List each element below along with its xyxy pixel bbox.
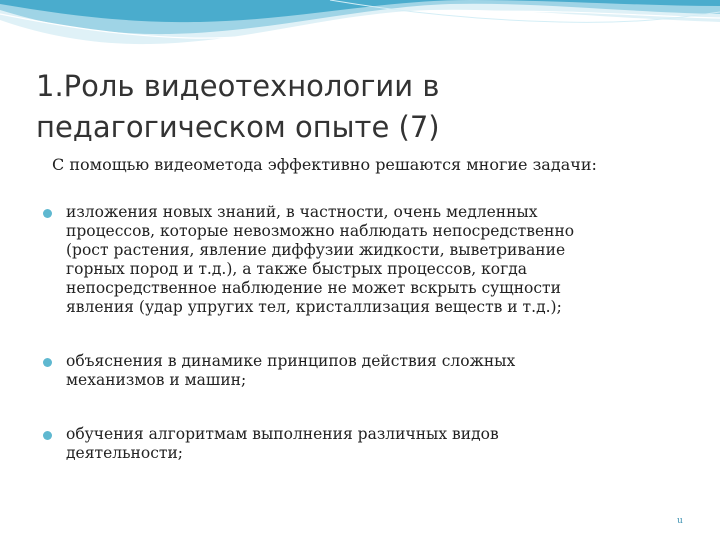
bullet-item-new-knowledge <box>40 203 690 317</box>
slide-title <box>36 66 676 148</box>
bullet-line: явления (удар упругих тел, кристаллизация веществ и т.д.); <box>66 298 562 316</box>
bullet-text <box>66 203 690 317</box>
bullet-text <box>66 425 690 463</box>
bullet-text <box>66 352 690 390</box>
bullet-dot-icon <box>43 209 52 218</box>
bullet-line: механизмов и машин; <box>66 371 247 389</box>
bullet-line: изложения новых знаний, в частности, очень медленных <box>66 203 538 221</box>
bullet-line: деятельности; <box>66 444 183 462</box>
bullet-line: процессов, которые невозможно наблюдать непосредственно <box>66 222 575 240</box>
bullet-line: обучения алгоритмам выполнения различных видов <box>66 425 499 443</box>
bullet-line: (рост растения, явление диффузии жидкости, выветривание <box>66 241 566 259</box>
title-line-1: 1.Роль видеотехнологии в <box>36 69 440 103</box>
header-wave-decoration <box>0 0 720 60</box>
bullet-line: объяснения в динамике принципов действия сложных <box>66 352 516 370</box>
bullet-list <box>40 203 690 498</box>
bullet-line: горных пород и т.д.), а также быстрых процессов, когда <box>66 260 528 278</box>
bullet-item-algorithms <box>40 425 690 463</box>
title-line-2: педагогическом опыте (7) <box>36 110 440 144</box>
bullet-dot-icon <box>43 358 52 367</box>
bullet-dot-icon <box>43 431 52 440</box>
intro-text: С помощью видеометода эффективно решаются многие задачи: <box>52 155 597 174</box>
page-number: u <box>677 516 683 526</box>
bullet-line: непосредственное наблюдение не может вскрыть сущности <box>66 279 561 297</box>
bullet-item-mechanisms <box>40 352 690 390</box>
